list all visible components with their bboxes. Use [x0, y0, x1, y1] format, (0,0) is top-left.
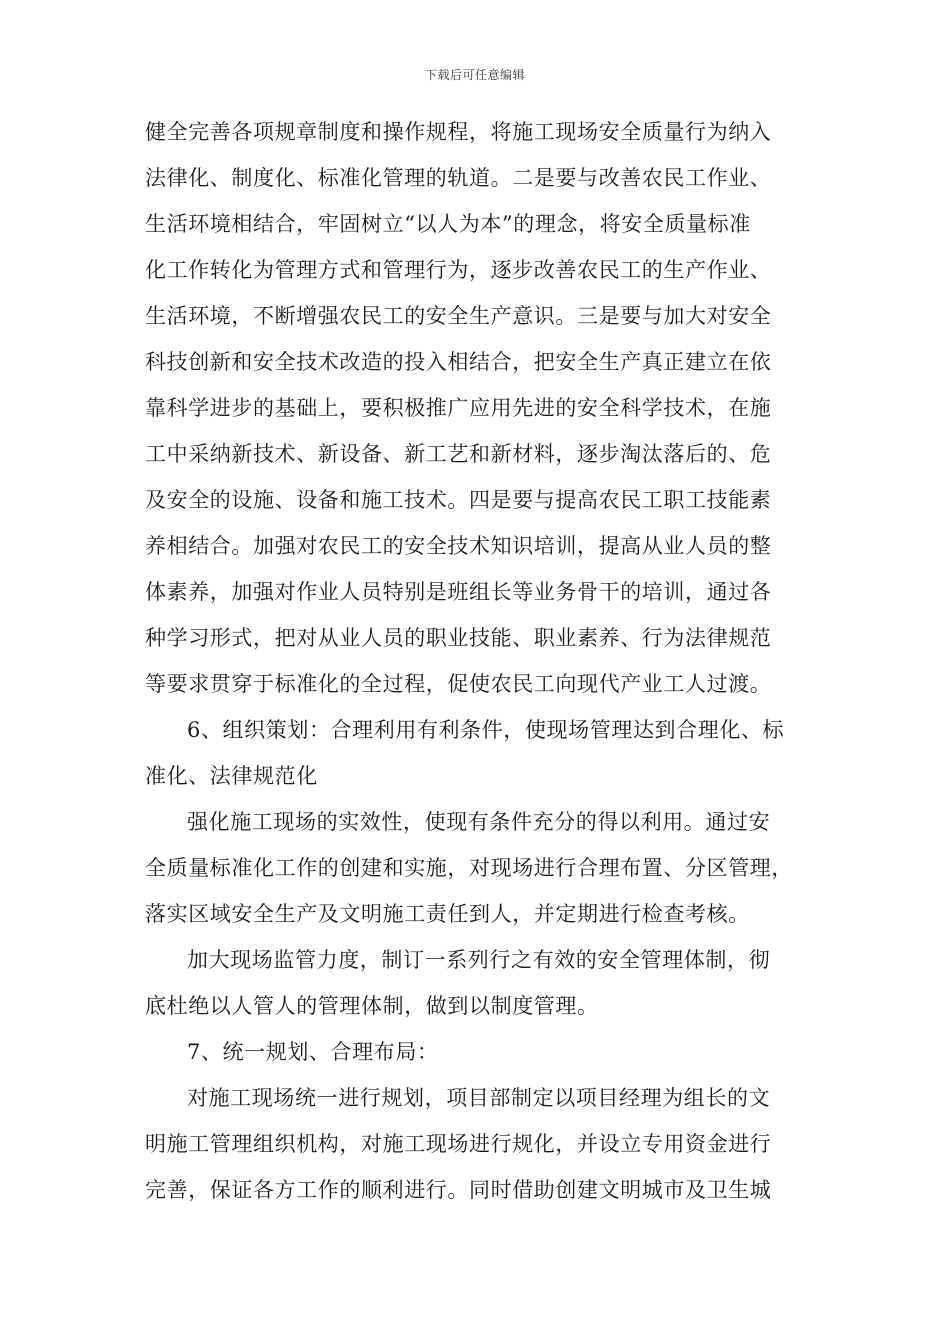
text-line: 等要求贯穿于标准化的全过程，促使农民工向现代产业工人过渡。 — [145, 672, 772, 696]
text-line: 落实区域安全生产及文明施工责任到人，并定期进行检查考核。 — [145, 902, 750, 926]
text-line: 靠科学进步的基础上，要积极推广应用先进的安全科学技术，在施 — [145, 396, 772, 420]
text-line: 种学习形式，把对从业人员的职业技能、职业素养、行为法律规范 — [145, 626, 772, 650]
text-line: 工中采纳新技术、新设备、新工艺和新材料，逐步淘汰落后的、危 — [145, 442, 772, 466]
text-line: 明施工管理组织机构，对施工现场进行规化，并设立专用资金进行 — [145, 1132, 772, 1156]
text-line: 全质量标准化工作的创建和实施，对现场进行合理布置、分区管理， — [145, 856, 793, 880]
text-line: 法律化、制度化、标准化管理的轨道。二是要与改善农民工作业、 — [145, 166, 772, 190]
page-header: 下载后可任意编辑 — [424, 68, 525, 82]
text-line: 6、组织策划：合理利用有利条件，使现场管理达到合理化、标 — [187, 718, 785, 742]
text-line: 养相结合。加强对农民工的安全技术知识培训，提高从业人员的整 — [145, 534, 772, 558]
text-line: 加大现场监管力度，制订一系列行之有效的安全管理体制，彻 — [187, 948, 771, 972]
text-line: 化工作转化为管理方式和管理行为，逐步改善农民工的生产作业、 — [145, 258, 772, 282]
text-line: 及安全的设施、设备和施工技术。四是要与提高农民工职工技能素 — [145, 488, 772, 512]
text-line: 底杜绝以人管人的管理体制，做到以制度管理。 — [145, 994, 599, 1018]
text-line: 对施工现场统一进行规划，项目部制定以项目经理为组长的文 — [187, 1086, 771, 1110]
text-line: 完善，保证各方工作的顺利进行。同时借助创建文明城市及卫生城 — [145, 1178, 772, 1202]
text-line: 强化施工现场的实效性，使现有条件充分的得以利用。通过安 — [187, 810, 771, 834]
text-line: 生活环境相结合，牢固树立“以人为本”的理念，将安全质量标准 — [145, 212, 751, 236]
text-line: 生活环境，不断增强农民工的安全生产意识。三是要与加大对安全 — [145, 304, 772, 328]
text-line: 科技创新和安全技术改造的投入相结合，把安全生产真正建立在依 — [145, 350, 772, 374]
text-line: 健全完善各项规章制度和操作规程，将施工现场安全质量行为纳入 — [145, 120, 772, 144]
text-line: 7、统一规划、合理布局： — [187, 1040, 439, 1064]
text-line: 体素养，加强对作业人员特别是班组长等业务骨干的培训，通过各 — [145, 580, 772, 604]
text-line: 准化、法律规范化 — [145, 764, 318, 788]
document-body — [145, 109, 810, 1213]
